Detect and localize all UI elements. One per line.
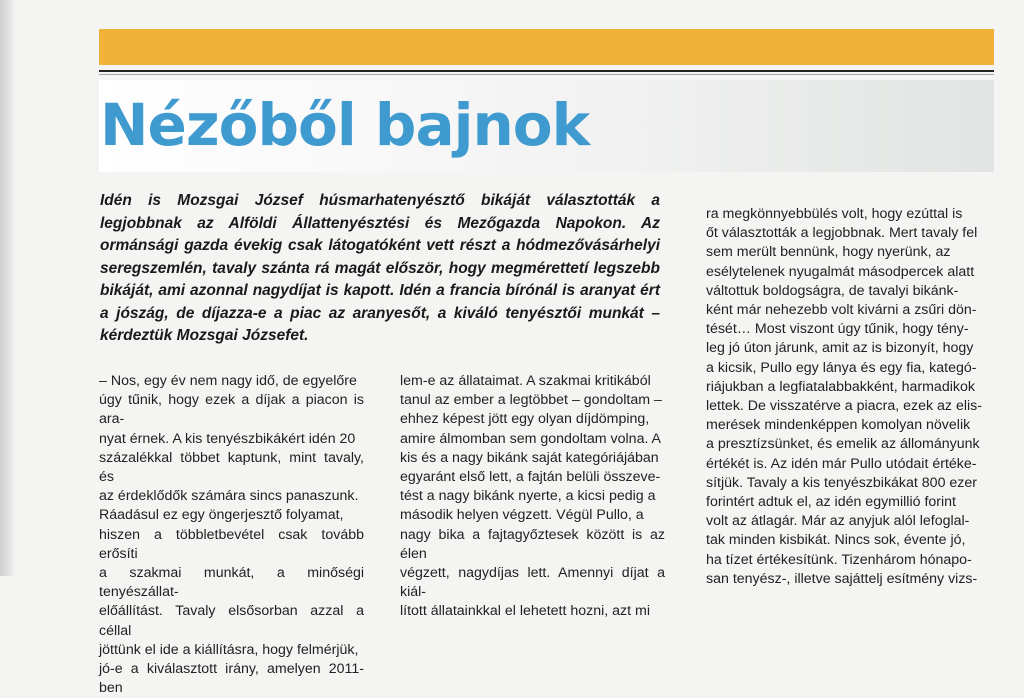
text-line: jöttünk el ide a kiállításra, hogy felmérjük, [99,641,359,658]
text-line: nyat érnek. A kis tenyészbikákért idén 20 [99,430,356,447]
text-line: értékét is. Az idén már Pullo utódait értéke- [706,455,977,472]
text-line: amire álmomban sem gondoltam volna. A [400,430,662,447]
text-line: lem-e az állataimat. A szakmai kritikából [400,373,651,389]
article-column-1 [99,372,364,698]
text-line: tését… Most viszont úgy tűnik, hogy tény- [706,321,969,338]
text-line: nagy bika a fajtagyőztesek között is az élen [400,526,665,562]
text-line: tanul az ember a legtöbbet – gondoltam – [400,392,662,409]
text-line: jó-e a kiválasztott irány, amelyen 2011-ben [99,661,364,697]
article-column-2 [400,372,665,622]
text-line: san tenyész-, illetve sajáttelj esítmény vizs- [706,570,978,587]
text-line: második helyen végzett. Végül Pullo, a [400,507,644,524]
text-line: Ráadásul ez egy öngerjesztő folyamat, [99,507,344,524]
article-lead: Idén is Mozsgai József húsmarhatenyésztő bikáját választották a legjobbnak az Alföldi Állattenyésztési és Mezőgazda Napokon. Az ormánsági gazda évekig csak látogatóként vett részt a hódmezővásárhelyi seregszemlén, tavaly szánta rá magát először, hogy megmérettetí legszebb bikáját, ami azonnal nagydíjat is kapott. Idén a francia bírónál is aranyat ért a jószág, de díjazza-e a piac az aranyesőt, a kiváló tenyésztői munkát – kérdeztük Mozsgai Józsefet. [100,192,660,344]
header-color-bar [99,29,994,65]
text-line: volt az átlagár. Már az anyjuk alól lefoglal- [706,513,970,530]
text-line: riájukban a legfiatalabbakként, harmadikok [706,378,975,395]
text-line: az érdeklődők számára sincs panaszunk. [99,488,359,505]
page-edge-shadow [0,0,14,576]
header-rule [99,70,994,72]
text-line: tak minden kisbikát. Nincs sok, évente jó, [706,532,966,549]
text-line: váltottuk boldogságra, de tavalyi bikánk- [706,282,959,299]
text-line: százalékkal többet kaptunk, mint tavaly, és [99,449,364,486]
text-line: a szakmai munkát, a minőségi tenyészállat- [99,565,364,601]
text-line: merések mindenképpen komolyan növelik [706,417,971,434]
text-line: kis és a nagy bikánk saját kategóriájában [400,449,659,466]
text-line: végzett, nagydíjas lett. Amennyi díjat a kiál- [400,565,665,601]
text-line: forintért adtuk el, az idén egymillió forint [706,494,956,511]
text-line: hiszen a többletbevétel csak tovább erősíti [99,526,364,562]
text-line: a kicsik, Pullo egy lánya és egy fia, kategó- [706,359,977,376]
header-rule-thin [99,74,994,75]
text-line: úgy tűnik, hogy ezek a díjak a piacon is ara- [99,392,364,428]
text-line: leg jó úton járunk, amit az is bizonyít, hogy [706,340,974,357]
text-line: egyaránt első lett, a fajtán belüli összeve- [400,469,661,486]
text-line: ra megkönnyebbülés volt, hogy ezúttal is [706,206,963,222]
text-line: tést a nagy bikánk nyerte, a kicsi pedig a [400,488,656,505]
text-line: ehhez képest jött egy olyan díjdömping, [400,411,650,428]
text-line: lított állatainkkal el lehetett hozni, azt mi [400,603,650,620]
text-line: sem merült bennünk, hogy nyerünk, az [706,244,951,261]
text-line: – Nos, egy év nem nagy idő, de egyelőre [99,373,357,389]
text-line: őt választották a legjobbnak. Mert tavaly fel [706,225,978,242]
text-line: előállítást. Tavaly elsősorban azzal a céllal [99,603,364,639]
text-line: esélytelenek nyugalmát másodpercek alatt [706,263,975,280]
article-column-3 [706,205,990,589]
text-line: ha tízet értékesítünk. Tizenhárom hónapo- [706,551,972,568]
article-headline: Nézőből bajnok [100,91,590,159]
text-line: ként már nehezebb volt kivárni a zsűri dön- [706,302,977,319]
text-line: lettek. De visszatérve a piacra, ezek az elis- [706,398,982,415]
text-line: a presztízsünket, és emelik az állományunk [706,436,980,453]
text-line: sítjük. Tavaly a kis tenyészbikákat 800 ezer [706,474,978,491]
